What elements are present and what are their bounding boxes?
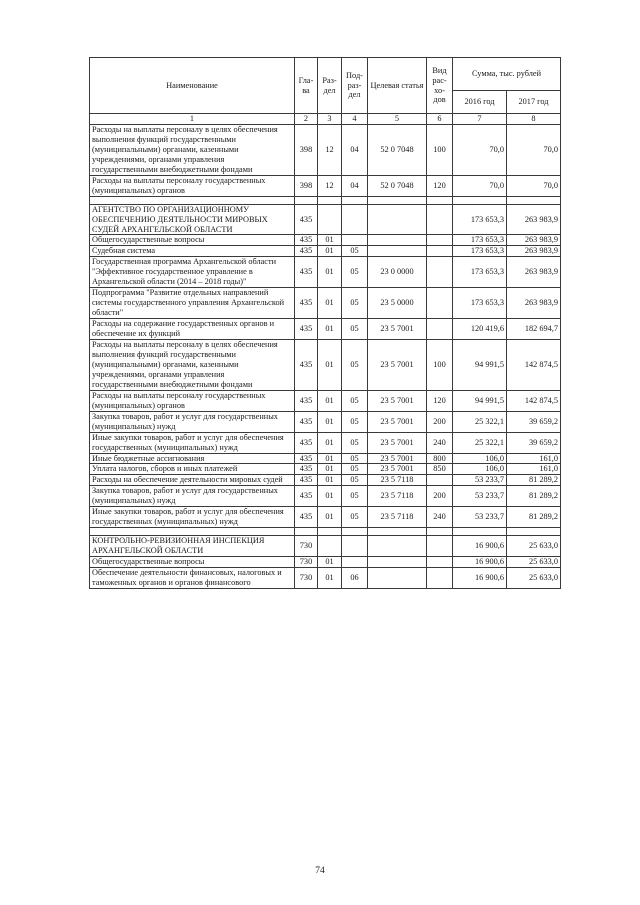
cell-podrazdel: 05 bbox=[342, 257, 368, 288]
cell-razdel: 01 bbox=[318, 288, 342, 319]
cell-razdel: 12 bbox=[318, 175, 342, 196]
cell-name: АГЕНТСТВО ПО ОРГАНИЗАЦИОННОМУ ОБЕСПЕЧЕНИЮ ДЕЯТЕЛЬНОСТИ МИРОВЫХ СУДЕЙ АРХАНГЕЛЬСКОЙ ОБЛАСТИ bbox=[90, 204, 295, 235]
cell-2016: 53 233,7 bbox=[453, 507, 507, 528]
cell-2017: 182 694,7 bbox=[507, 319, 561, 340]
table-row bbox=[90, 390, 561, 411]
cell-2016: 16 900,6 bbox=[453, 568, 507, 589]
cell-name: Уплата налогов, сборов и иных платежей bbox=[90, 464, 295, 475]
cell-statya: 23 5 7001 bbox=[368, 453, 427, 464]
col-number: 2 bbox=[295, 114, 318, 125]
cell-statya: 23 5 7118 bbox=[368, 475, 427, 486]
cell-2016: 120 419,6 bbox=[453, 319, 507, 340]
cell-podrazdel bbox=[342, 235, 368, 246]
cell-name: Закупка товаров, работ и услуг для государственных (муниципальных) нужд bbox=[90, 411, 295, 432]
cell-name: Иные закупки товаров, работ и услуг для обеспечения государственных (муниципальных) нужд bbox=[90, 507, 295, 528]
cell-razdel: 01 bbox=[318, 464, 342, 475]
cell-2017: 142 874,5 bbox=[507, 340, 561, 391]
cell-statya: 23 5 7001 bbox=[368, 411, 427, 432]
cell-2017: 81 289,2 bbox=[507, 486, 561, 507]
cell-podrazdel: 05 bbox=[342, 486, 368, 507]
cell-name: Закупка товаров, работ и услуг для государственных (муниципальных) нужд bbox=[90, 486, 295, 507]
cell-2017: 70,0 bbox=[507, 175, 561, 196]
cell-name: Иные бюджетные ассигнования bbox=[90, 453, 295, 464]
cell-glava: 435 bbox=[295, 411, 318, 432]
cell-statya: 23 5 7001 bbox=[368, 432, 427, 453]
table-row bbox=[90, 288, 561, 319]
header-name: Наименование bbox=[90, 58, 295, 114]
cell-razdel: 01 bbox=[318, 411, 342, 432]
table-row bbox=[90, 246, 561, 257]
cell-vid: 240 bbox=[427, 432, 453, 453]
cell-2016: 173 653,3 bbox=[453, 204, 507, 235]
cell-podrazdel: 05 bbox=[342, 411, 368, 432]
cell-statya bbox=[368, 568, 427, 589]
cell-name: Обеспечение деятельности финансовых, налоговых и таможенных органов и органов финансового bbox=[90, 568, 295, 589]
cell-statya: 23 5 7001 bbox=[368, 319, 427, 340]
cell-statya: 23 0 0000 bbox=[368, 257, 427, 288]
cell-glava: 435 bbox=[295, 390, 318, 411]
cell-2017: 161,0 bbox=[507, 464, 561, 475]
cell-glava: 730 bbox=[295, 568, 318, 589]
cell-vid bbox=[427, 568, 453, 589]
cell-2017: 263 983,9 bbox=[507, 235, 561, 246]
cell-2016: 53 233,7 bbox=[453, 486, 507, 507]
cell-2016: 173 653,3 bbox=[453, 257, 507, 288]
spacer-cell bbox=[427, 196, 453, 204]
cell-podrazdel: 05 bbox=[342, 464, 368, 475]
column-number-row bbox=[90, 114, 561, 125]
cell-2016: 70,0 bbox=[453, 124, 507, 175]
cell-name: Расходы на содержание государственных органов и обеспечение их функций bbox=[90, 319, 295, 340]
cell-2017: 25 633,0 bbox=[507, 557, 561, 568]
cell-razdel: 01 bbox=[318, 432, 342, 453]
cell-razdel: 01 bbox=[318, 453, 342, 464]
cell-2017: 81 289,2 bbox=[507, 475, 561, 486]
cell-2017: 263 983,9 bbox=[507, 288, 561, 319]
spacer-cell bbox=[453, 196, 507, 204]
cell-razdel: 01 bbox=[318, 235, 342, 246]
cell-glava: 435 bbox=[295, 453, 318, 464]
cell-2016: 94 991,5 bbox=[453, 340, 507, 391]
cell-2017: 25 633,0 bbox=[507, 568, 561, 589]
spacer-cell bbox=[507, 196, 561, 204]
col-number: 4 bbox=[342, 114, 368, 125]
cell-vid bbox=[427, 288, 453, 319]
cell-statya: 23 5 7118 bbox=[368, 486, 427, 507]
cell-razdel: 01 bbox=[318, 257, 342, 288]
spacer-cell bbox=[368, 528, 427, 536]
table-row bbox=[90, 486, 561, 507]
cell-podrazdel: 05 bbox=[342, 319, 368, 340]
cell-statya bbox=[368, 246, 427, 257]
col-number: 1 bbox=[90, 114, 295, 125]
cell-name: Расходы на выплаты персоналу государственных (муниципальных) органов bbox=[90, 390, 295, 411]
cell-vid: 120 bbox=[427, 175, 453, 196]
cell-razdel: 01 bbox=[318, 486, 342, 507]
cell-glava: 435 bbox=[295, 486, 318, 507]
cell-2016: 94 991,5 bbox=[453, 390, 507, 411]
cell-name: Судебная система bbox=[90, 246, 295, 257]
cell-2016: 173 653,3 bbox=[453, 246, 507, 257]
spacer-cell bbox=[427, 528, 453, 536]
cell-vid: 100 bbox=[427, 124, 453, 175]
cell-statya bbox=[368, 536, 427, 557]
cell-glava: 435 bbox=[295, 340, 318, 391]
table-row bbox=[90, 557, 561, 568]
cell-2016: 53 233,7 bbox=[453, 475, 507, 486]
cell-vid: 100 bbox=[427, 340, 453, 391]
table-row bbox=[90, 568, 561, 589]
cell-statya: 23 5 7001 bbox=[368, 464, 427, 475]
cell-statya: 23 5 7001 bbox=[368, 340, 427, 391]
spacer-cell bbox=[295, 528, 318, 536]
cell-2017: 263 983,9 bbox=[507, 204, 561, 235]
cell-razdel: 01 bbox=[318, 568, 342, 589]
cell-razdel: 01 bbox=[318, 319, 342, 340]
cell-name: Расходы на выплаты персоналу в целях обеспечения выполнения функций государственными (муниципальными) органами, казенными учреждениями, органами управления государственными внебюджетными фондами bbox=[90, 124, 295, 175]
cell-vid bbox=[427, 319, 453, 340]
header-podrazdel: Под-раз-дел bbox=[342, 58, 368, 114]
spacer-cell bbox=[318, 528, 342, 536]
cell-glava: 398 bbox=[295, 175, 318, 196]
col-number: 5 bbox=[368, 114, 427, 125]
cell-vid bbox=[427, 257, 453, 288]
page-number: 74 bbox=[315, 866, 325, 876]
cell-podrazdel: 04 bbox=[342, 175, 368, 196]
cell-razdel: 12 bbox=[318, 124, 342, 175]
cell-razdel: 01 bbox=[318, 246, 342, 257]
col-number: 8 bbox=[507, 114, 561, 125]
cell-name: Расходы на обеспечение деятельности мировых судей bbox=[90, 475, 295, 486]
cell-razdel: 01 bbox=[318, 557, 342, 568]
col-number: 3 bbox=[318, 114, 342, 125]
table-row bbox=[90, 475, 561, 486]
cell-glava: 435 bbox=[295, 288, 318, 319]
header-razdel: Раз-дел bbox=[318, 58, 342, 114]
header-glava: Гла-ва bbox=[295, 58, 318, 114]
cell-vid: 850 bbox=[427, 464, 453, 475]
cell-razdel: 01 bbox=[318, 390, 342, 411]
cell-name: Расходы на выплаты персоналу в целях обеспечения выполнения функций государственными (муниципальными) органами, казенными учреждениями, органами управления государственными внебюджетными фондами bbox=[90, 340, 295, 391]
cell-vid bbox=[427, 246, 453, 257]
header-vid: Вид рас-хо-дов bbox=[427, 58, 453, 114]
cell-razdel bbox=[318, 204, 342, 235]
table-row bbox=[90, 175, 561, 196]
cell-2017: 142 874,5 bbox=[507, 390, 561, 411]
table-row bbox=[90, 235, 561, 246]
header-2016: 2016 год bbox=[453, 91, 507, 114]
table-row bbox=[90, 257, 561, 288]
cell-glava: 435 bbox=[295, 464, 318, 475]
table-row bbox=[90, 507, 561, 528]
cell-vid bbox=[427, 235, 453, 246]
cell-2016: 16 900,6 bbox=[453, 557, 507, 568]
table-row bbox=[90, 124, 561, 175]
spacer-cell bbox=[368, 196, 427, 204]
cell-vid: 200 bbox=[427, 411, 453, 432]
header-sum: Сумма, тыс. рублей bbox=[453, 58, 561, 91]
cell-glava: 435 bbox=[295, 507, 318, 528]
cell-2017: 25 633,0 bbox=[507, 536, 561, 557]
cell-razdel: 01 bbox=[318, 475, 342, 486]
cell-glava: 435 bbox=[295, 432, 318, 453]
cell-podrazdel: 05 bbox=[342, 390, 368, 411]
cell-glava: 435 bbox=[295, 257, 318, 288]
cell-vid: 800 bbox=[427, 453, 453, 464]
table-body bbox=[90, 124, 561, 588]
cell-statya bbox=[368, 235, 427, 246]
header-statya: Целевая статья bbox=[368, 58, 427, 114]
cell-podrazdel: 05 bbox=[342, 246, 368, 257]
cell-podrazdel: 05 bbox=[342, 475, 368, 486]
cell-2016: 173 653,3 bbox=[453, 288, 507, 319]
spacer-cell bbox=[507, 528, 561, 536]
cell-2017: 39 659,2 bbox=[507, 432, 561, 453]
cell-podrazdel: 05 bbox=[342, 453, 368, 464]
cell-statya: 23 5 0000 bbox=[368, 288, 427, 319]
cell-podrazdel bbox=[342, 204, 368, 235]
cell-statya: 23 5 7118 bbox=[368, 507, 427, 528]
col-number: 7 bbox=[453, 114, 507, 125]
cell-2016: 25 322,1 bbox=[453, 432, 507, 453]
cell-podrazdel: 06 bbox=[342, 568, 368, 589]
spacer-cell bbox=[453, 528, 507, 536]
cell-2017: 39 659,2 bbox=[507, 411, 561, 432]
cell-2016: 16 900,6 bbox=[453, 536, 507, 557]
cell-glava: 435 bbox=[295, 204, 318, 235]
spacer-row bbox=[90, 196, 561, 204]
spacer-cell bbox=[90, 196, 295, 204]
cell-vid bbox=[427, 536, 453, 557]
spacer-cell bbox=[342, 196, 368, 204]
cell-vid: 120 bbox=[427, 390, 453, 411]
cell-name: Общегосударственные вопросы bbox=[90, 235, 295, 246]
cell-statya: 52 0 7048 bbox=[368, 124, 427, 175]
cell-2017: 263 983,9 bbox=[507, 257, 561, 288]
cell-name: Общегосударственные вопросы bbox=[90, 557, 295, 568]
budget-table bbox=[89, 57, 561, 589]
cell-glava: 435 bbox=[295, 235, 318, 246]
col-number: 6 bbox=[427, 114, 453, 125]
cell-name: Расходы на выплаты персоналу государственных (муниципальных) органов bbox=[90, 175, 295, 196]
cell-podrazdel: 04 bbox=[342, 124, 368, 175]
table-row bbox=[90, 340, 561, 391]
spacer-cell bbox=[318, 196, 342, 204]
cell-glava: 730 bbox=[295, 557, 318, 568]
cell-podrazdel bbox=[342, 557, 368, 568]
cell-2016: 106,0 bbox=[453, 453, 507, 464]
cell-vid bbox=[427, 204, 453, 235]
cell-razdel: 01 bbox=[318, 507, 342, 528]
cell-2016: 173 653,3 bbox=[453, 235, 507, 246]
section-header-row bbox=[90, 204, 561, 235]
cell-statya: 52 0 7048 bbox=[368, 175, 427, 196]
cell-2017: 70,0 bbox=[507, 124, 561, 175]
cell-podrazdel: 05 bbox=[342, 432, 368, 453]
cell-podrazdel: 05 bbox=[342, 507, 368, 528]
cell-glava: 398 bbox=[295, 124, 318, 175]
spacer-cell bbox=[342, 528, 368, 536]
cell-2017: 161,0 bbox=[507, 453, 561, 464]
spacer-cell bbox=[295, 196, 318, 204]
cell-vid: 240 bbox=[427, 507, 453, 528]
cell-2016: 70,0 bbox=[453, 175, 507, 196]
cell-statya bbox=[368, 204, 427, 235]
cell-glava: 730 bbox=[295, 536, 318, 557]
cell-2017: 81 289,2 bbox=[507, 507, 561, 528]
cell-podrazdel bbox=[342, 536, 368, 557]
cell-razdel: 01 bbox=[318, 340, 342, 391]
cell-glava: 435 bbox=[295, 319, 318, 340]
spacer-cell bbox=[90, 528, 295, 536]
table-row bbox=[90, 411, 561, 432]
cell-podrazdel: 05 bbox=[342, 340, 368, 391]
table-row bbox=[90, 319, 561, 340]
cell-podrazdel: 05 bbox=[342, 288, 368, 319]
cell-statya bbox=[368, 557, 427, 568]
table-row bbox=[90, 464, 561, 475]
cell-razdel bbox=[318, 536, 342, 557]
section-header-row bbox=[90, 536, 561, 557]
header-2017: 2017 год bbox=[507, 91, 561, 114]
cell-name: Иные закупки товаров, работ и услуг для обеспечения государственных (муниципальных) нужд bbox=[90, 432, 295, 453]
cell-name: КОНТРОЛЬНО-РЕВИЗИОННАЯ ИНСПЕКЦИЯ АРХАНГЕЛЬСКОЙ ОБЛАСТИ bbox=[90, 536, 295, 557]
cell-name: Подпрограмма "Развитие отдельных направлений системы государственного управления Архангельской области" bbox=[90, 288, 295, 319]
cell-vid bbox=[427, 557, 453, 568]
cell-statya: 23 5 7001 bbox=[368, 390, 427, 411]
table-row bbox=[90, 453, 561, 464]
spacer-row bbox=[90, 528, 561, 536]
table-row bbox=[90, 432, 561, 453]
cell-glava: 435 bbox=[295, 246, 318, 257]
cell-vid bbox=[427, 475, 453, 486]
cell-2016: 106,0 bbox=[453, 464, 507, 475]
cell-vid: 200 bbox=[427, 486, 453, 507]
cell-glava: 435 bbox=[295, 475, 318, 486]
cell-2016: 25 322,1 bbox=[453, 411, 507, 432]
cell-2017: 263 983,9 bbox=[507, 246, 561, 257]
cell-name: Государственная программа Архангельской области "Эффективное государственное управление в Архангельской области (2014 – 2018 годы)" bbox=[90, 257, 295, 288]
